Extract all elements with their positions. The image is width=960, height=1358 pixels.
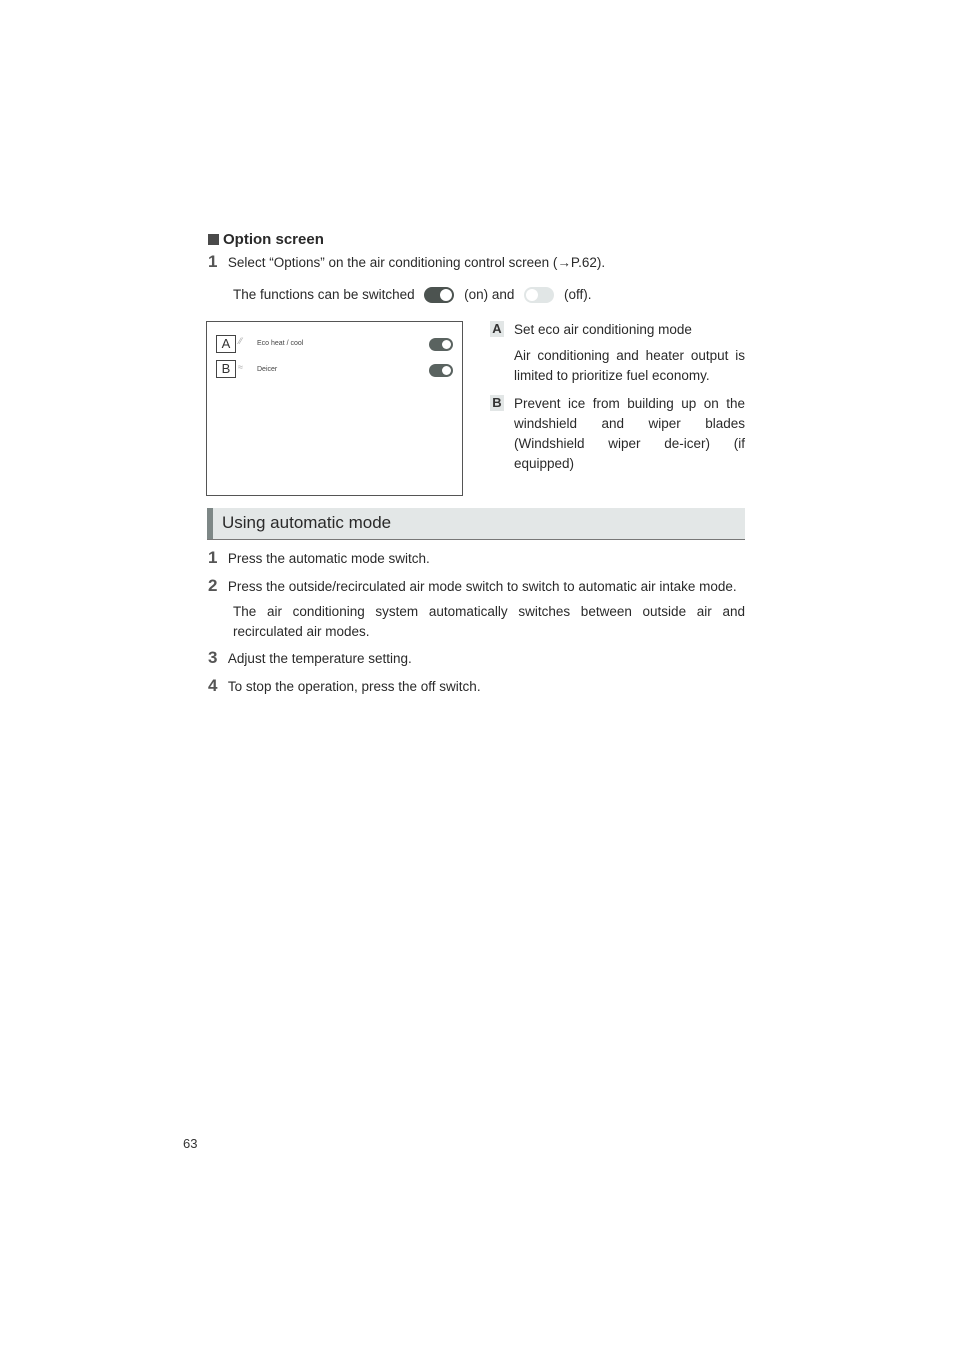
description-a-title: Set eco air conditioning mode xyxy=(514,322,692,337)
eco-heat-cool-label: Eco heat / cool xyxy=(257,340,304,347)
section-banner xyxy=(207,508,745,540)
auto-step-2: 2 Press the outside/recirculated air mode switch to switch to automatic air intake mode. xyxy=(208,576,737,595)
description-a-body: Air conditioning and heater output is limited to prioritize fuel economy. xyxy=(514,348,745,383)
toggle-on-icon xyxy=(424,287,454,303)
switch-note: The functions can be switched (on) and (off). xyxy=(233,287,592,302)
option-screen-illustration xyxy=(206,321,463,496)
badge-b: B xyxy=(490,395,504,411)
auto-step-4: 4 To stop the operation, press the off switch. xyxy=(208,676,481,695)
eco-heat-cool-toggle[interactable] xyxy=(429,338,453,351)
deicer-toggle[interactable] xyxy=(429,364,453,377)
screen-label-b: B xyxy=(216,360,236,378)
screen-label-a: A xyxy=(216,335,236,353)
section-title: Using automatic mode xyxy=(222,513,392,532)
deicer-icon: ≈ xyxy=(238,362,243,372)
square-bullet-icon xyxy=(208,234,219,245)
auto-step-3: 3 Adjust the temperature setting. xyxy=(208,648,412,667)
banner-accent-bar xyxy=(207,508,213,539)
auto-step-2-note: The air conditioning system automatically switches between outside air and recirculated air modes. xyxy=(233,604,745,639)
deicer-label: Deicer xyxy=(257,366,278,373)
leaf-icon: ⁄⁄ xyxy=(239,336,243,346)
toggle-off-icon xyxy=(524,287,554,303)
option-screen-heading: Option screen xyxy=(208,231,324,248)
page-number: 63 xyxy=(183,1136,198,1151)
auto-step-1: 1 Press the automatic mode switch. xyxy=(208,548,430,567)
description-b-body: Prevent ice from building up on the windshield and wiper blades (Windshield wiper de-icer) (if equipped) xyxy=(514,396,745,471)
option-step-1: 1 Select “Options” on the air conditioning control screen (→P.62). xyxy=(208,252,606,271)
badge-a: A xyxy=(490,321,504,337)
